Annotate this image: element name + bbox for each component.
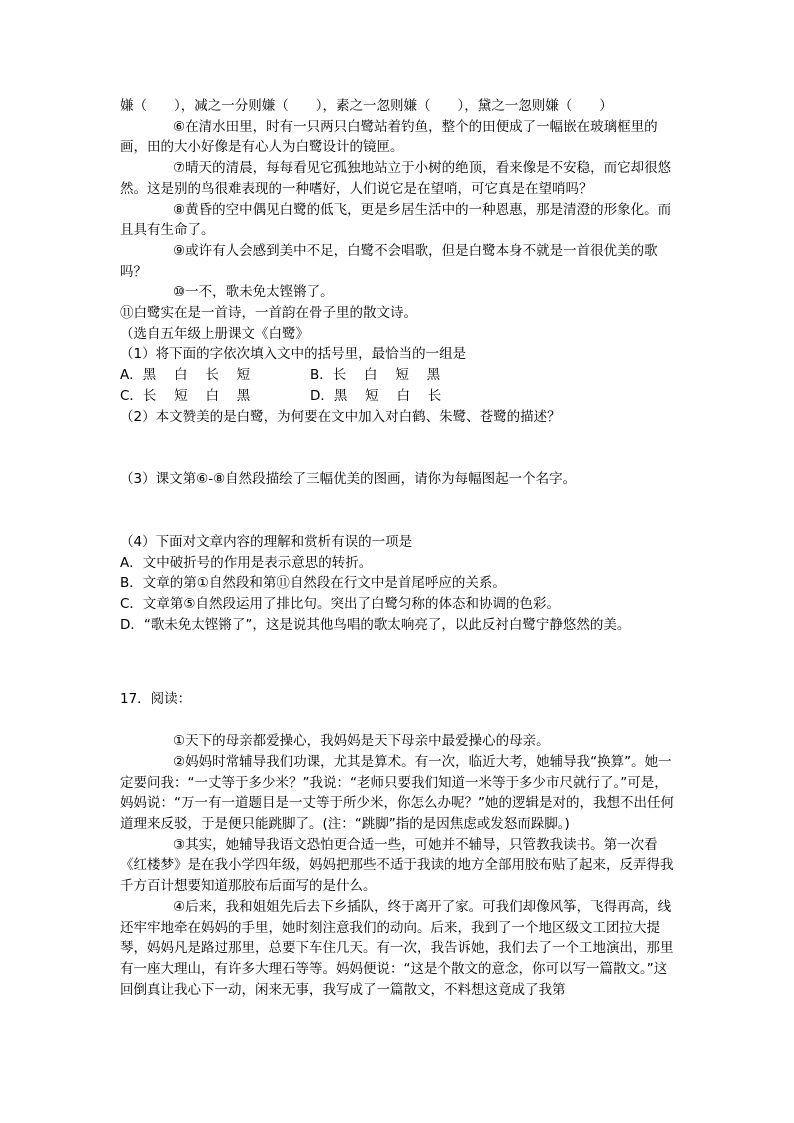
section-17-paragraph-4: ④后来，我和姐姐先后去下乡插队，终于离开了家。可我们却像风筝，飞得再高，线还牢牢地牵在妈妈的手里，她时刻注意我们的动向。后来，我到了一个地区级文工团拉大提琴，妈妈凡是路过那里，总要下车住几天。有一次，我告诉她，我们去了一个工地演出，那里有一座大理山，有许多大理石等等。妈妈便说：“这是个散文的意念，你可以写一篇散文。”这回倒真让我心下一动，闲来无事，我写成了一篇散文，不料想这竟成了我第: [120, 898, 674, 998]
heading-spacer: [120, 710, 680, 731]
question-1-option-b: B．长 白 短 黑: [310, 367, 441, 384]
question-1-options-row-1: [120, 365, 680, 386]
question-4-prompt: （4）下面对文章内容的理解和赏析有误的一项是: [120, 533, 413, 550]
passage-paragraph-9: ⑨或许有人会感到美中不足，白鹭不会唱歌，但是白鹭本身不就是一首很优美的歌吗？: [120, 242, 658, 280]
question-4-option-d: D．“歌未免太铿锵了”，这是说其他鸟唱的歌太响亮了，以此反衬白鹭宁静悠然的美。: [120, 616, 631, 633]
passage-paragraph-7: ⑦晴天的清晨，每每看见它孤独地站立于小树的绝顶，看来像是不安稳，而它却很悠然。这是别的鸟很难表现的一种嗜好，人们说它是在望哨，可它真是在望哨吗？: [120, 160, 672, 197]
answer-space-q2: [120, 427, 680, 469]
answer-space-q3: [120, 490, 680, 532]
passage-paragraph-8: ⑧黄昏的空中偶见白鹭的低飞，更是乡居生活中的一种恩惠，那是清澄的形象化。而且具有生命了。: [120, 201, 672, 239]
passage-paragraph-6: ⑥在清水田里，时有一只两只白鹭站着钓鱼，整个的田便成了一幅嵌在玻璃框里的画，田的大小好像是有心人为白鹭设计的镜匣。: [120, 118, 658, 156]
section-17-heading: 17．阅读：: [120, 691, 192, 708]
passage-line-blanks: 嫌（ ），减之一分则嫌（ ），素之一忽则嫌（ ），黛之一忽则嫌（ ）: [120, 98, 613, 114]
section-17-paragraph-3: ③其实，她辅导我语文恐怕更合适一些，可她并不辅导，只管教我读书。第一次看《红楼梦》是在我小学四年级，妈妈把那些不适于我读的地方全部用胶布贴了起来，反弄得我千方百计想要知道那胶布后面写的是什么。: [120, 836, 674, 895]
question-4-option-a: A．文中破折号的作用是表示意思的转折。: [120, 554, 373, 571]
section-spacer: [120, 635, 680, 689]
question-1-options-row-2: [120, 386, 680, 407]
section-17-paragraph-2: ②妈妈时常辅导我们功课，尤其是算术。有一次，临近大考，她辅导我“换算”。她一定要问我：“一丈等于多少米？”我说：“老师只要我们知道一米等于多少市尺就行了。”可是，妈妈说：“万一有一道题目是一丈等于所少米，你怎么办呢？”她的逻辑是对的，我想不出任何道理来反驳，于是便只能跳脚了。(注：“跳脚”指的是因焦虑或发怒而跺脚。): [120, 753, 674, 832]
passage-paragraph-11: ⑪白鹭实在是一首诗，一首韵在骨子里的散文诗。: [120, 305, 417, 322]
question-4-option-c: C．文章第⑤自然段运用了排比句。突出了白鹭匀称的体态和协调的色彩。: [120, 596, 561, 613]
passage-source: （选自五年级上册课文《白鹭》: [120, 325, 309, 342]
question-1-option-a: A．黑 白 长 短: [120, 367, 251, 384]
question-2-prompt: （2）本文赞美的是白鹭，为何要在文中加入对白鹤、朱鹭、苍鹭的描述？: [120, 408, 561, 425]
passage-paragraph-10: ⑩一不，歌未免太铿锵了。: [173, 284, 334, 301]
document-page: [120, 96, 680, 1000]
section-17-paragraph-1: ①天下的母亲都爱操心，我妈妈是天下母亲中最爱操心的母亲。: [173, 733, 550, 750]
question-1-prompt: （1）将下面的字依次填入文中的括号里，最恰当的一组是: [120, 346, 467, 363]
question-3-prompt: （3）课文第⑥-⑧自然段描绘了三幅优美的图画，请你为每幅图起一个名字。: [120, 471, 577, 488]
question-1-option-d: D．黑 短 白 长: [310, 387, 442, 404]
question-1-option-c: C．长 短 白 黑: [120, 387, 251, 404]
question-4-option-b: B．文章的第①自然段和第⑪自然段在行文中是首尾呼应的关系。: [120, 575, 506, 592]
